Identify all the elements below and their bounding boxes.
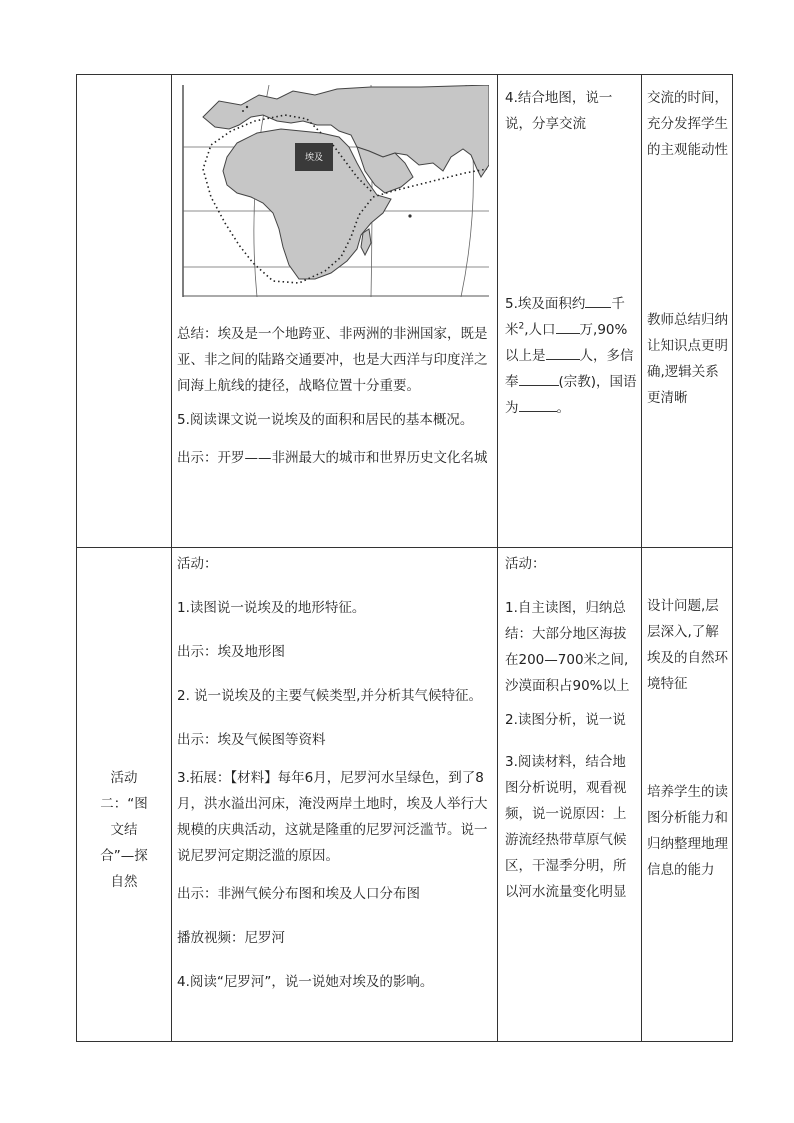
area-exponent: 2 [518,321,525,332]
teacher-column-row2 [177,551,495,993]
teacher-activity-heading: 活动： [177,556,218,572]
column-divider [497,75,498,1041]
teacher-item-4: 4.阅读“尼罗河”，说一说她对埃及的影响。 [177,974,434,990]
egypt-label: 埃及 [304,153,324,163]
religion-suffix: (宗教)，国语为 [505,374,637,416]
student-item-5 [505,291,637,421]
design-intent-row2-a: 设计问题,层层深入,了解埃及的自然环境特征 [647,598,728,692]
area-unit: 千米 [505,296,625,338]
population-unit: 万,90%以上是 [505,322,628,364]
column-divider [641,75,642,1041]
africa-map [181,85,489,297]
people-blank [546,345,580,360]
student-item-2: 2.读图分析，说一说 [505,712,626,728]
teacher-play-video: 播放视频：尼罗河 [177,930,285,946]
design-intent-row1-a: 交流的时间，充分发挥学生的主观能动性 [647,90,728,158]
teacher-show-climate: 出示：埃及气候图等资料 [177,732,326,748]
people-suffix: 人，多信奉 [505,348,634,390]
teacher-column-row1 [177,321,493,471]
student-item-1: 1.自主读图，归纳总结：大部分地区海拔在200—700米之间,沙漠面积占90%以上 [505,600,630,694]
area-blank [585,293,611,308]
student-activity-heading: 活动： [505,556,546,572]
language-end: 。 [556,400,570,416]
student-column-row2 [505,551,637,905]
row-divider [77,547,732,548]
design-intent-row2-b: 培养学生的读图分析能力和归纳整理地理信息的能力 [647,784,728,878]
student-item-3: 3.阅读材料，结合地图分析说明，观看视频，说一说原因：上游流经热带草原气候区，干湿季分明，所以河水流量变化明显 [505,754,627,900]
show-cairo: 出示：开罗——非洲最大的城市和世界历史文化名城 [177,450,488,466]
area-prefix: 5.埃及面积约 [505,296,586,312]
language-blank [519,397,557,412]
teacher-show-terrain: 出示：埃及地形图 [177,644,285,660]
population-prefix: ,人口 [524,322,556,338]
summary-text: 总结：埃及是一个地跨亚、非两洲的非洲国家，既是亚、非之间的陆路交通要冲，也是大西洋与印度洋之间海上航线的捷径，战略位置十分重要。 [177,326,488,394]
religion-blank [519,371,559,386]
teacher-item-1: 1.读图说一说埃及的地形特征。 [177,600,366,616]
teacher-item-5: 5.阅读课文说一说埃及的面积和居民的基本概况。 [177,412,474,428]
column-divider [171,75,172,1041]
lesson-plan-table [76,74,733,1042]
teacher-item-2: 2. 说一说埃及的主要气候类型,并分析其气候特征。 [177,688,482,704]
design-intent-row1-b: 教师总结归纳让知识点更明确,逻辑关系更清晰 [647,312,728,406]
activity-two-label: 活动二：“图文结合”—探自然 [100,770,148,890]
population-blank [556,319,580,334]
student-item-4: 4.结合地图，说一说，分享交流 [505,90,613,132]
teacher-item-3: 3.拓展：【材料】每年6月，尼罗河水呈绿色，到了8月，洪水溢出河床，淹没两岸土地时，埃及人举行大规模的庆典活动，这就是隆重的尼罗河泛滥节。说一说尼罗河定期泛滥的原因。 [177,770,488,864]
teacher-show-maps: 出示：非洲气候分布图和埃及人口分布图 [177,886,420,902]
